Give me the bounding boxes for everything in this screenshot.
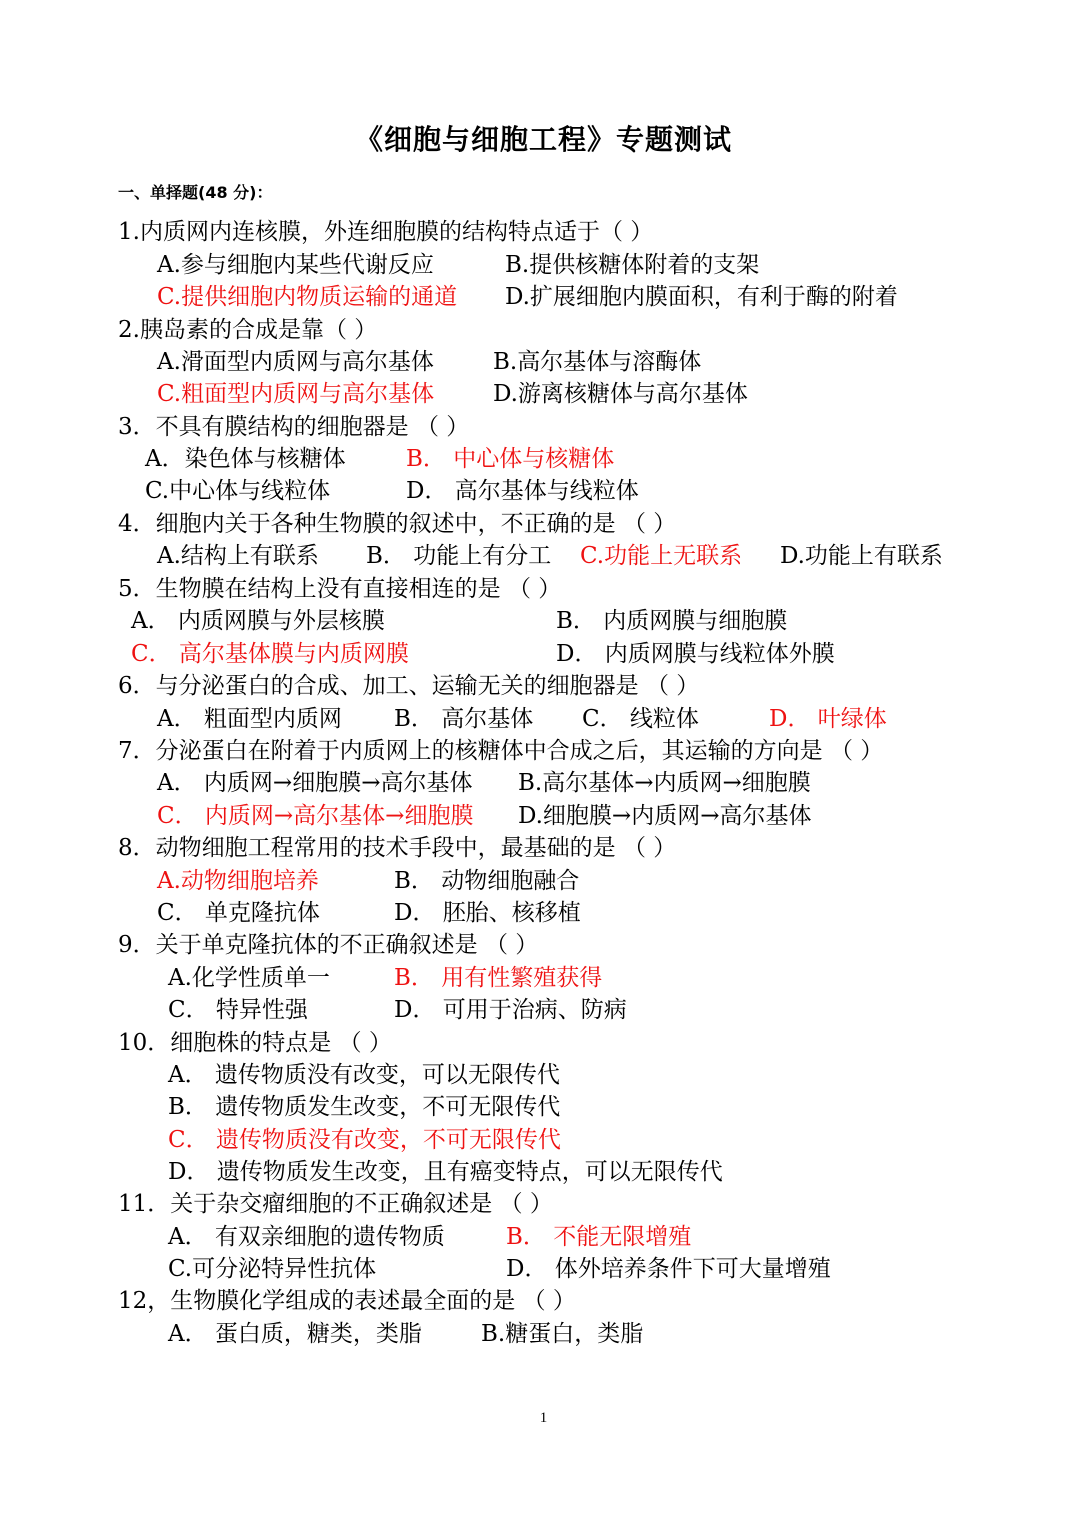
option-text: C． 单克隆抗体 — [157, 900, 320, 926]
question-line: 2.胰岛素的合成是靠（ ） — [118, 317, 378, 343]
question-line: 7．分泌蛋白在附着于内质网上的核糖体中合成之后，其运输的方向是 （ ） — [118, 738, 884, 764]
option-text: B． 高尔基体 — [394, 706, 534, 732]
option-text: B.高尔基体→内质网→细胞膜 — [518, 770, 811, 796]
option-text: D． 胚胎、核移植 — [394, 900, 581, 926]
answer-option: B． 不能无限增殖 — [506, 1224, 692, 1250]
option-text: D． 可用于治病、防病 — [394, 997, 627, 1023]
question-line: B． 遗传物质发生改变，不可无限传代 — [168, 1094, 561, 1120]
option-text: A． 内质网→细胞膜→高尔基体 — [157, 770, 473, 796]
option-text: B． 内质网膜与细胞膜 — [556, 608, 788, 634]
answer-option: C． 内质网→高尔基体→细胞膜 — [157, 803, 474, 829]
option-text: C． 线粒体 — [582, 706, 699, 732]
option-text: D． 高尔基体与线粒体 — [406, 478, 639, 504]
option-text: D.功能上有联系 — [780, 543, 943, 569]
option-text: C． 特异性强 — [168, 997, 308, 1023]
option-text: D.游离核糖体与高尔基体 — [493, 381, 748, 407]
question-line: C． 遗传物质没有改变，不可无限传代 — [168, 1127, 561, 1153]
option-text: A． 有双亲细胞的遗传物质 — [168, 1224, 445, 1250]
answer-option: B． 用有性繁殖获得 — [394, 965, 603, 991]
option-text: A.参与细胞内某些代谢反应 — [157, 252, 434, 278]
option-text: C.中心体与线粒体 — [145, 478, 331, 504]
option-text: A．染色体与核糖体 — [145, 446, 346, 472]
answer-option: D． 叶绿体 — [769, 706, 887, 732]
question-line: 6．与分泌蛋白的合成、加工、运输无关的细胞器是 （ ） — [118, 673, 700, 699]
answer-option: C.粗面型内质网与高尔基体 — [157, 381, 435, 407]
option-text: A． 蛋白质，糖类，类脂 — [168, 1321, 422, 1347]
option-text: D． 内质网膜与线粒体外膜 — [556, 641, 835, 667]
answer-option: A.动物细胞培养 — [157, 868, 319, 894]
question-line: A． 遗传物质没有改变，可以无限传代 — [168, 1062, 560, 1088]
option-text: B.提供核糖体附着的支架 — [505, 252, 760, 278]
question-line: 4．细胞内关于各种生物膜的叙述中，不正确的是 （ ） — [118, 511, 677, 537]
question-line: 11．关于杂交瘤细胞的不正确叙述是 （ ） — [118, 1191, 553, 1217]
page-number: 1 — [539, 1410, 548, 1426]
option-text: B.糖蛋白，类脂 — [481, 1321, 644, 1347]
question-line: 12，生物膜化学组成的表述最全面的是 （ ） — [118, 1288, 576, 1314]
question-line: 10．细胞株的特点是 （ ） — [118, 1030, 392, 1056]
question-line: 1.内质网内连核膜，外连细胞膜的结构特点适于（ ） — [118, 219, 654, 245]
option-text: A.结构上有联系 — [157, 543, 319, 569]
option-text: A． 粗面型内质网 — [157, 706, 342, 732]
option-text: D.扩展细胞内膜面积，有利于酶的附着 — [505, 284, 898, 310]
option-text: A.化学性质单一 — [168, 965, 330, 991]
option-text: B． 动物细胞融合 — [394, 868, 580, 894]
answer-option: C． 高尔基体膜与内质网膜 — [131, 641, 409, 667]
answer-option: C.提供细胞内物质运输的通道 — [157, 284, 458, 310]
question-line: 3．不具有膜结构的细胞器是 （ ） — [118, 414, 470, 440]
option-text: B． 功能上有分工 — [366, 543, 552, 569]
question-line: 8．动物细胞工程常用的技术手段中，最基础的是 （ ） — [118, 835, 677, 861]
option-text: A.滑面型内质网与高尔基体 — [157, 349, 434, 375]
option-text: D． 体外培养条件下可大量增殖 — [506, 1256, 831, 1282]
answer-option: B． 中心体与核糖体 — [406, 446, 615, 472]
option-text: A． 内质网膜与外层核膜 — [131, 608, 385, 634]
question-line: 5．生物膜在结构上没有直接相连的是 （ ） — [118, 576, 562, 602]
question-line: D． 遗传物质发生改变，且有癌变特点，可以无限传代 — [168, 1159, 723, 1185]
section-heading: 一、单择题(48 分)： — [118, 183, 273, 202]
option-text: D.细胞膜→内质网→高尔基体 — [518, 803, 812, 829]
option-text: C.可分泌特异性抗体 — [168, 1256, 377, 1282]
answer-option: C.功能上无联系 — [580, 543, 743, 569]
page-title: 《细胞与细胞工程》专题测试 — [354, 123, 732, 156]
option-text: B.高尔基体与溶酶体 — [493, 349, 702, 375]
question-line: 9．关于单克隆抗体的不正确叙述是 （ ） — [118, 932, 539, 958]
